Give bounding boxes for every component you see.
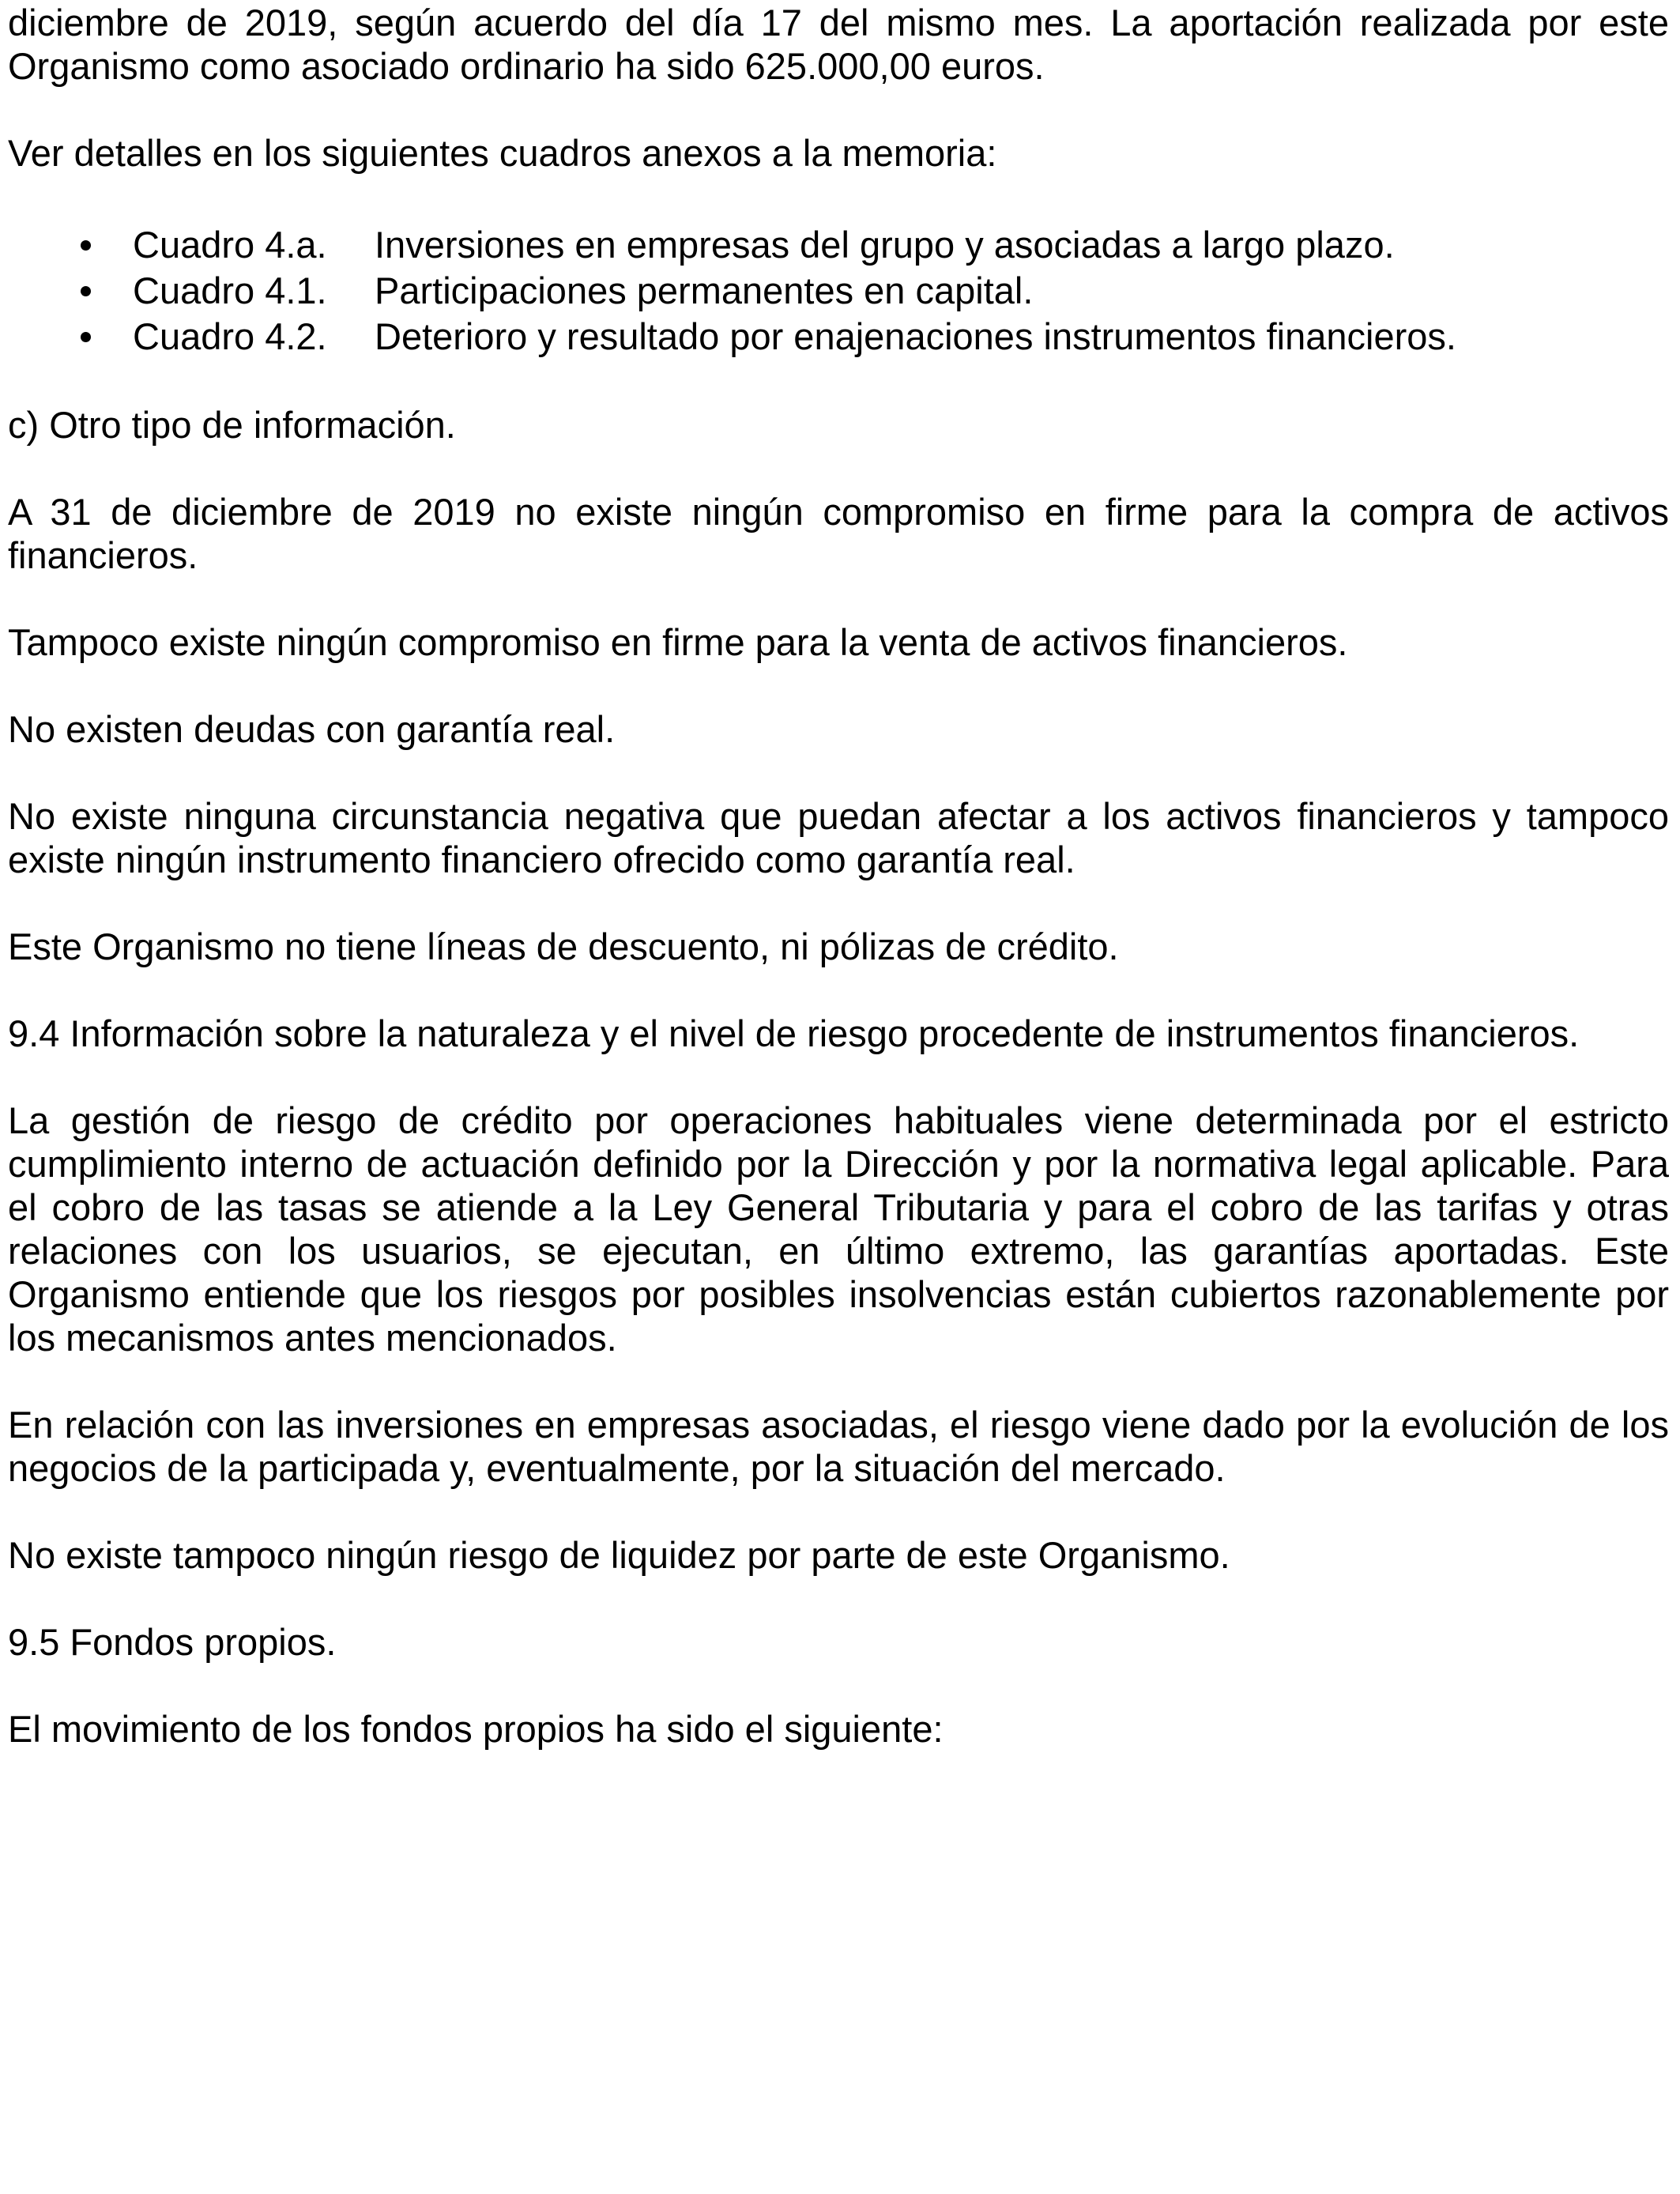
annex-ref: Cuadro 4.a. xyxy=(133,224,327,266)
paragraph-compra-activos: A 31 de diciembre de 2019 no existe ningún compromiso en firme para la compra de activos financieros. xyxy=(8,491,1669,576)
paragraph-lineas-descuento: Este Organismo no tiene líneas de descuento, ni pólizas de crédito. xyxy=(8,925,1119,967)
paragraph-aportacion: diciembre de 2019, según acuerdo del día 17 del mismo mes. La aportación realizada por este Organismo como asociado ordinario ha sido 625.000,00 euros. xyxy=(8,2,1669,87)
annex-ref: Cuadro 4.2. xyxy=(133,315,327,357)
section-heading-9-5: 9.5 Fondos propios. xyxy=(8,1621,337,1663)
paragraph-movimiento-fondos: El movimiento de los fondos propios ha sido el siguiente: xyxy=(8,1708,944,1750)
bullet-icon xyxy=(81,286,91,296)
list-item xyxy=(8,314,1669,360)
list-item xyxy=(8,222,1669,268)
paragraph-deudas-garantia: No existen deudas con garantía real. xyxy=(8,708,616,750)
paragraph-venta-activos: Tampoco existe ningún compromiso en firme para la venta de activos financieros. xyxy=(8,621,1348,663)
section-heading-9-4: 9.4 Información sobre la naturaleza y el nivel de riesgo procedente de instrumentos financieros. xyxy=(8,1012,1580,1054)
annex-ref: Cuadro 4.1. xyxy=(133,270,327,311)
list-item xyxy=(8,268,1669,314)
annex-description: Inversiones en empresas del grupo y asociadas a largo plazo. xyxy=(375,224,1395,266)
paragraph-circunstancia-negativa: No existe ninguna circunstancia negativa que puedan afectar a los activos financieros y tampoco existe ningún instrumento financiero ofrecido como garantía real. xyxy=(8,795,1669,880)
paragraph-gestion-riesgo: La gestión de riesgo de crédito por operaciones habituales viene determinada por el estricto cumplimiento interno de actuación definido por la Dirección y por la normativa legal aplicable. Para el cobro de las tasas se atiende a la Ley General Tributaria y para el cobro de las tarifas y otras relaciones con los usuarios, se ejecutan, en último extremo, las garantías aportadas. Este Organismo entiende que los riesgos por posibles insolvencias están cubiertos razonablemente por los mecanismos antes mencionados. xyxy=(8,1099,1669,1359)
bullet-icon xyxy=(81,332,91,342)
annex-description: Participaciones permanentes en capital. xyxy=(375,270,1034,311)
bullet-icon xyxy=(81,240,91,251)
document-body xyxy=(8,1,1669,1794)
paragraph-ver-detalles: Ver detalles en los siguientes cuadros anexos a la memoria: xyxy=(8,132,997,174)
annex-description: Deterioro y resultado por enajenaciones instrumentos financieros. xyxy=(375,315,1456,357)
section-heading-otro-tipo: c) Otro tipo de información. xyxy=(8,404,456,446)
paragraph-empresas-asociadas: En relación con las inversiones en empresas asociadas, el riesgo viene dado por la evolución de los negocios de la participada y, eventualmente, por la situación del mercado. xyxy=(8,1404,1669,1489)
annex-list xyxy=(8,222,1669,360)
paragraph-riesgo-liquidez: No existe tampoco ningún riesgo de liquidez por parte de este Organismo. xyxy=(8,1534,1230,1576)
